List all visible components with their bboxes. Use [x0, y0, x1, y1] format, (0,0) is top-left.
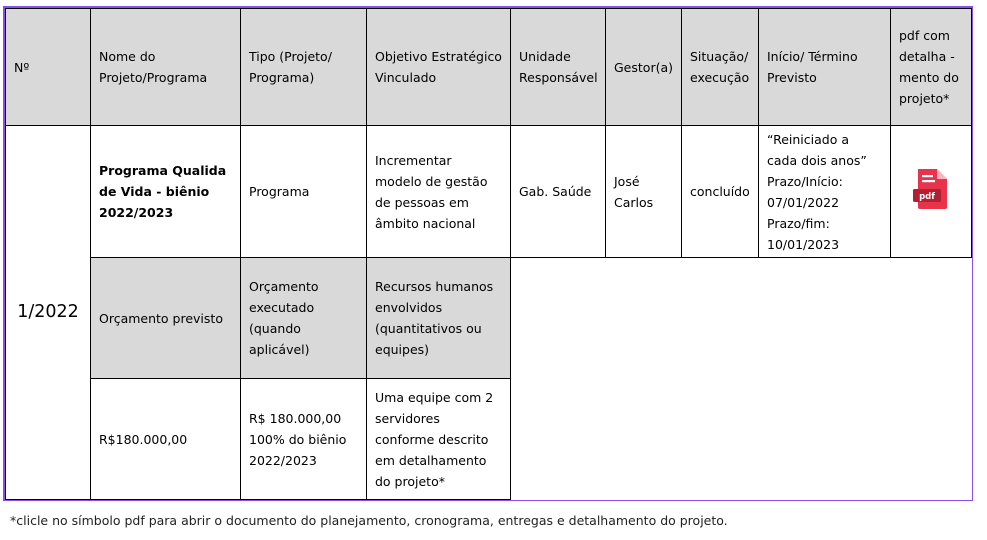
- header-period: Início/ Término Previsto: [759, 9, 891, 126]
- project-unit: Gab. Saúde: [511, 126, 606, 258]
- period-note: “Reiniciado a cada dois anos”: [767, 131, 867, 168]
- project-pdf-cell: [891, 126, 972, 258]
- budget-executed-amount: R$ 180.000,00: [249, 410, 342, 426]
- budget-resources: Uma equipe com 2 servidores conforme descrito em detalhamento do projeto*: [367, 379, 511, 500]
- period-start: Prazo/Início: 07/01/2022: [767, 173, 843, 210]
- project-name: Programa Qualida de Vida - biênio 2022/2023: [91, 126, 241, 258]
- header-type: Tipo (Projeto/ Programa): [241, 9, 367, 126]
- header-objective: Objetivo Estratégico Vinculado: [367, 9, 511, 126]
- budget-header-row: [6, 258, 972, 379]
- empty-area: [511, 258, 972, 500]
- budget-planned: R$180.000,00: [91, 379, 241, 500]
- pdf-file-icon[interactable]: [911, 167, 951, 217]
- project-objective: Incrementar modelo de gestão de pessoas em âmbito nacional: [367, 126, 511, 258]
- project-period: [759, 126, 891, 258]
- header-status: Situação/ execução: [682, 9, 759, 126]
- header-unit: Unidade Responsável: [511, 9, 606, 126]
- project-status: concluído: [682, 126, 759, 258]
- header-pdf: pdf com detalha - mento do projeto*: [891, 9, 972, 126]
- project-table: [5, 8, 972, 500]
- budget-executed-header: Orçamento executado (quando aplicável): [241, 258, 367, 379]
- footnote: *clicle no símbolo pdf para abrir o documento do planejamento, cronograma, entregas e detalhamento do projeto.: [10, 513, 728, 528]
- budget-planned-header: Orçamento previsto: [91, 258, 241, 379]
- budget-executed-percent: 100% do biênio 2022/2023: [249, 431, 347, 468]
- header-number: Nº: [6, 9, 91, 126]
- project-manager: José Carlos: [606, 126, 682, 258]
- header-name: Nome do Projeto/Programa: [91, 9, 241, 126]
- pdf-icon-label: pdf: [919, 191, 935, 202]
- budget-executed: [241, 379, 367, 500]
- project-type: Programa: [241, 126, 367, 258]
- period-end: Prazo/fim: 10/01/2023: [767, 215, 840, 252]
- header-row: [6, 9, 972, 126]
- project-row: [6, 126, 972, 258]
- budget-resources-header: Recursos humanos envolvidos (quantitativos ou equipes): [367, 258, 511, 379]
- header-manager: Gestor(a): [606, 9, 682, 126]
- project-number: 1/2022: [6, 126, 91, 500]
